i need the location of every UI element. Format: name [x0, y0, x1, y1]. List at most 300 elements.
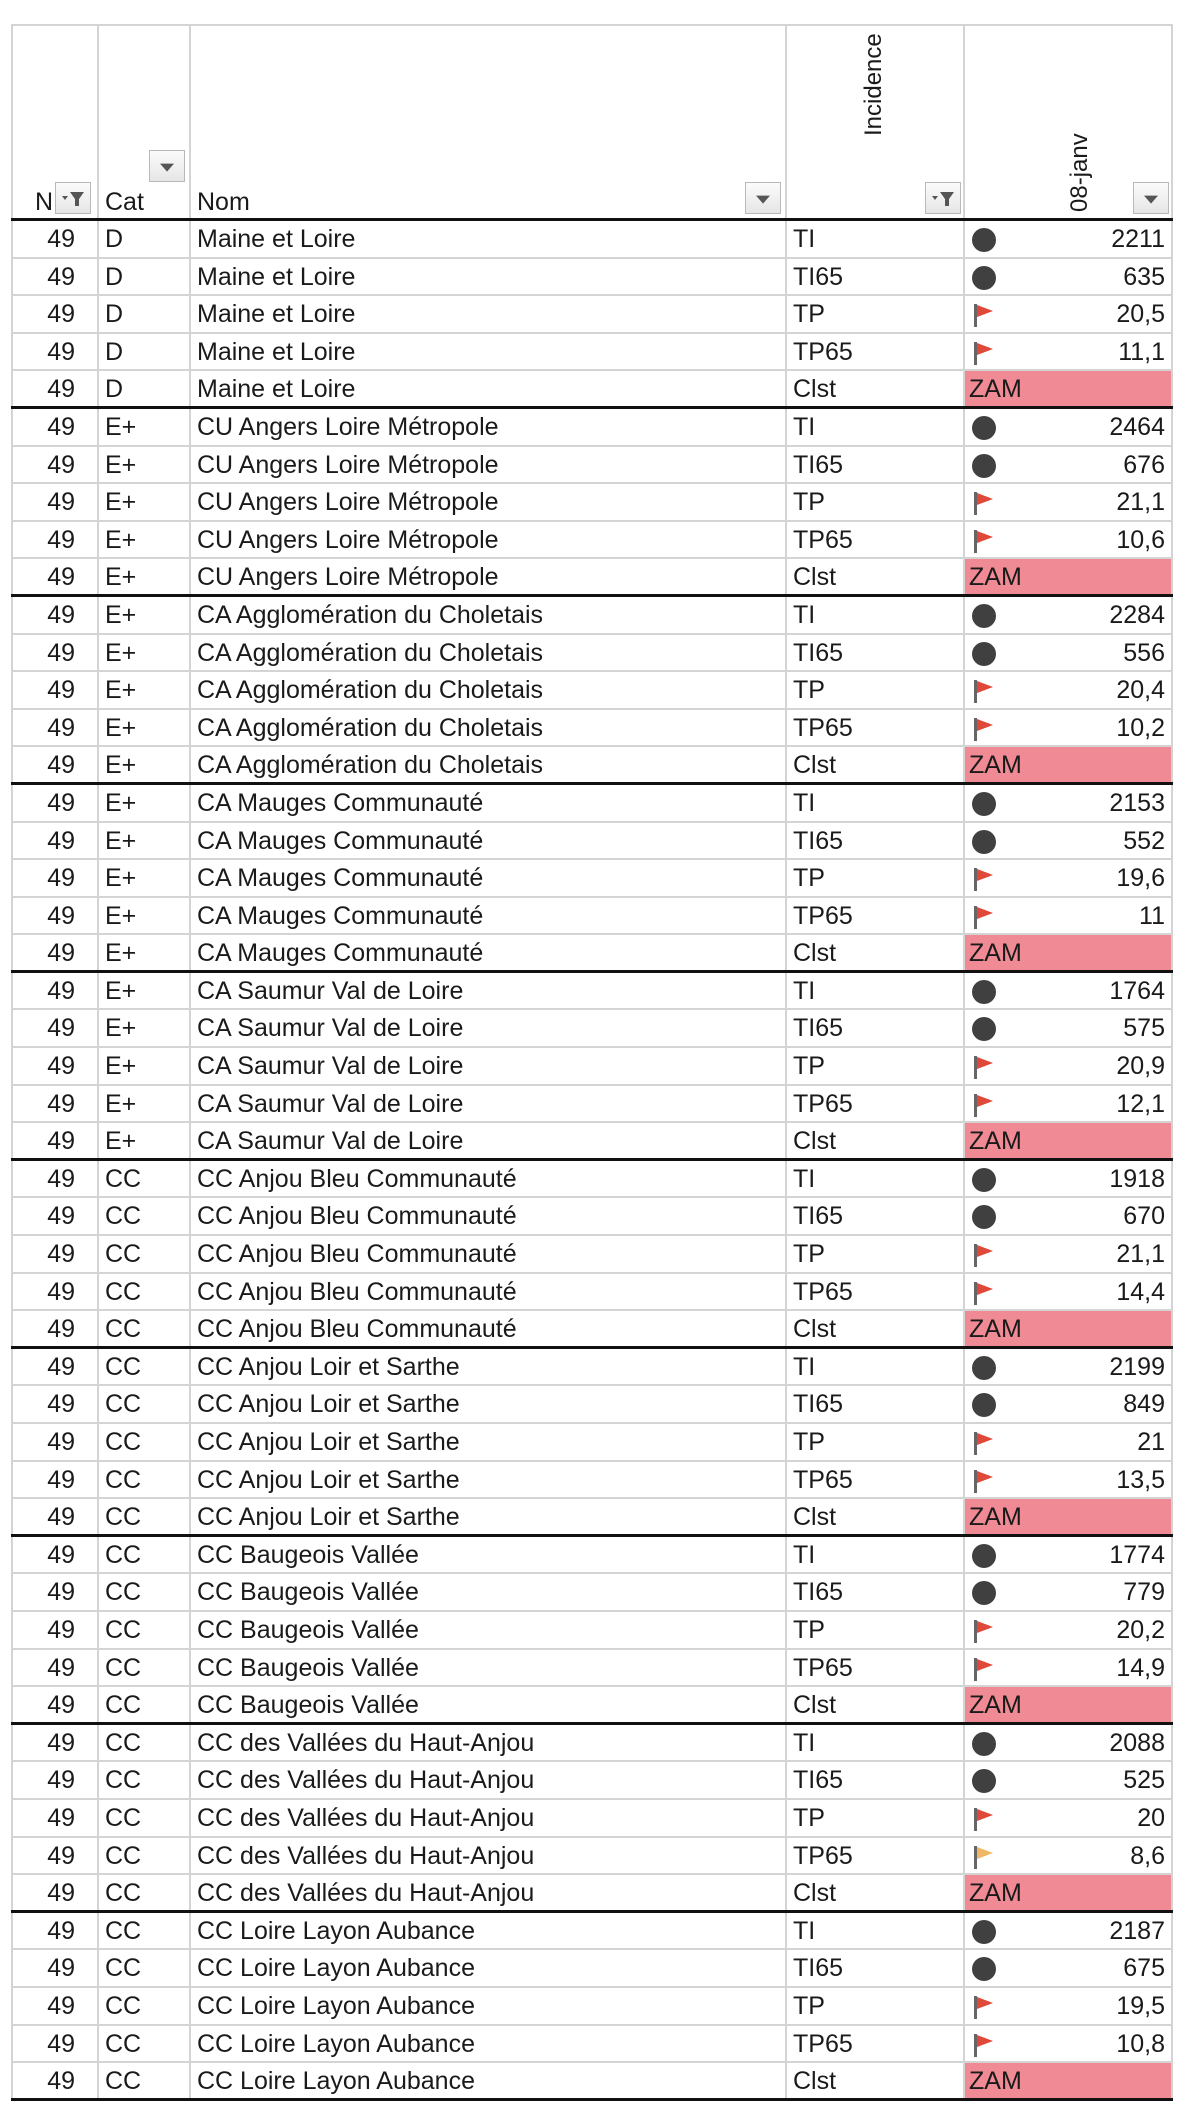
- cell-cat[interactable]: E+: [97, 522, 189, 558]
- cell-incidence[interactable]: Clst: [785, 747, 963, 782]
- cell-incidence[interactable]: TI65: [785, 635, 963, 671]
- cell-n[interactable]: 49: [11, 973, 97, 1009]
- cell-incidence[interactable]: TI65: [785, 1010, 963, 1046]
- cell-incidence[interactable]: TP: [785, 1612, 963, 1648]
- cell-value[interactable]: [963, 1424, 1173, 1460]
- red-flag-icon: [969, 302, 1001, 328]
- cell-nom[interactable]: CC Anjou Bleu Communauté: [189, 1274, 785, 1310]
- cell-nom[interactable]: CC Anjou Loir et Sarthe: [189, 1386, 785, 1422]
- cell-value[interactable]: [963, 559, 1173, 594]
- cell-nom[interactable]: CA Mauges Communauté: [189, 935, 785, 970]
- cell-cat[interactable]: E+: [97, 1086, 189, 1122]
- cell-incidence[interactable]: TI65: [785, 447, 963, 483]
- cell-nom[interactable]: CC des Vallées du Haut-Anjou: [189, 1875, 785, 1910]
- cell-incidence[interactable]: TP65: [785, 710, 963, 746]
- cell-nom[interactable]: CC Loire Layon Aubance: [189, 1988, 785, 2024]
- cell-value[interactable]: [963, 1123, 1173, 1158]
- cell-incidence[interactable]: TP65: [785, 1086, 963, 1122]
- cell-cat[interactable]: D: [97, 334, 189, 370]
- cell-incidence[interactable]: TP: [785, 1800, 963, 1836]
- cell-value[interactable]: [963, 1386, 1173, 1422]
- cell-nom[interactable]: CU Angers Loire Métropole: [189, 522, 785, 558]
- red-flag-icon: [969, 866, 1001, 892]
- cell-incidence[interactable]: TP: [785, 1988, 963, 2024]
- cell-n[interactable]: 49: [11, 1462, 97, 1498]
- cell-cat[interactable]: CC: [97, 1499, 189, 1534]
- cell-value[interactable]: [963, 2026, 1173, 2062]
- zam-label: ZAM: [969, 939, 1022, 968]
- cell-cat[interactable]: CC: [97, 1687, 189, 1722]
- table-row: [11, 710, 1173, 748]
- cell-incidence[interactable]: TI65: [785, 259, 963, 295]
- cell-value[interactable]: [963, 522, 1173, 558]
- cell-nom[interactable]: CC Anjou Loir et Sarthe: [189, 1349, 785, 1385]
- cell-value[interactable]: [963, 484, 1173, 520]
- cell-value[interactable]: [963, 2063, 1173, 2098]
- cell-incidence[interactable]: TI: [785, 785, 963, 821]
- cell-nom[interactable]: CU Angers Loire Métropole: [189, 447, 785, 483]
- cell-nom[interactable]: CC Loire Layon Aubance: [189, 2063, 785, 2098]
- cell-n[interactable]: 49: [11, 1650, 97, 1686]
- cell-incidence[interactable]: TP: [785, 484, 963, 520]
- cell-value[interactable]: [963, 296, 1173, 332]
- cell-value[interactable]: [963, 1537, 1173, 1573]
- cell-n[interactable]: 49: [11, 1574, 97, 1610]
- cell-value[interactable]: [963, 1950, 1173, 1986]
- cell-cat[interactable]: E+: [97, 785, 189, 821]
- cell-nom[interactable]: CC Baugeois Vallée: [189, 1650, 785, 1686]
- cell-incidence[interactable]: TI65: [785, 1762, 963, 1798]
- cell-nom[interactable]: CC Baugeois Vallée: [189, 1612, 785, 1648]
- header-nom: [189, 26, 785, 218]
- cell-incidence[interactable]: TP: [785, 672, 963, 708]
- cell-incidence[interactable]: TI65: [785, 1198, 963, 1234]
- cell-value[interactable]: [963, 1838, 1173, 1874]
- cell-n[interactable]: 49: [11, 1537, 97, 1573]
- header-nom-label: Nom: [197, 188, 250, 216]
- value-text: 670: [1123, 1202, 1165, 1231]
- cell-n[interactable]: 49: [11, 1274, 97, 1310]
- cell-incidence[interactable]: TP65: [785, 1462, 963, 1498]
- cell-n[interactable]: 49: [11, 447, 97, 483]
- cell-cat[interactable]: D: [97, 296, 189, 332]
- cell-n[interactable]: 49: [11, 1236, 97, 1272]
- cell-incidence[interactable]: Clst: [785, 1875, 963, 1910]
- cell-nom[interactable]: CC des Vallées du Haut-Anjou: [189, 1838, 785, 1874]
- value-text: 20,9: [1116, 1052, 1165, 1081]
- cell-n[interactable]: 49: [11, 2063, 97, 2098]
- red-flag-icon: [969, 1430, 1001, 1456]
- cell-cat[interactable]: CC: [97, 1236, 189, 1272]
- cell-n[interactable]: 49: [11, 1386, 97, 1422]
- cell-value[interactable]: [963, 747, 1173, 782]
- cell-value[interactable]: [963, 1236, 1173, 1272]
- cell-n[interactable]: 49: [11, 710, 97, 746]
- cell-nom[interactable]: CC Anjou Loir et Sarthe: [189, 1462, 785, 1498]
- cell-value[interactable]: [963, 1762, 1173, 1798]
- cell-incidence[interactable]: Clst: [785, 1311, 963, 1346]
- cell-value[interactable]: [963, 1988, 1173, 2024]
- cell-cat[interactable]: CC: [97, 2063, 189, 2098]
- cell-value[interactable]: [963, 597, 1173, 633]
- cell-incidence[interactable]: TI65: [785, 823, 963, 859]
- filter-active-button-n[interactable]: [55, 182, 91, 214]
- cell-value[interactable]: [963, 1010, 1173, 1046]
- value-text: 2284: [1109, 600, 1165, 629]
- cell-n[interactable]: 49: [11, 296, 97, 332]
- cell-n[interactable]: 49: [11, 935, 97, 970]
- table-row: [11, 973, 1173, 1011]
- cell-cat[interactable]: D: [97, 259, 189, 295]
- cell-incidence[interactable]: TP: [785, 1048, 963, 1084]
- filter-active-icon: [930, 186, 958, 212]
- table-row: [11, 1311, 1173, 1349]
- cell-cat[interactable]: E+: [97, 1048, 189, 1084]
- cell-cat[interactable]: CC: [97, 1988, 189, 2024]
- cell-nom[interactable]: CC Loire Layon Aubance: [189, 1913, 785, 1949]
- cell-cat[interactable]: CC: [97, 1349, 189, 1385]
- cell-value[interactable]: [963, 447, 1173, 483]
- cell-incidence[interactable]: TI: [785, 973, 963, 1009]
- table-row: [11, 1349, 1173, 1387]
- cell-nom[interactable]: Maine et Loire: [189, 334, 785, 370]
- cell-nom[interactable]: CA Saumur Val de Loire: [189, 1123, 785, 1158]
- cell-incidence[interactable]: Clst: [785, 1123, 963, 1158]
- cell-n[interactable]: 49: [11, 1010, 97, 1046]
- cell-nom[interactable]: CC Baugeois Vallée: [189, 1687, 785, 1722]
- cell-cat[interactable]: D: [97, 221, 189, 257]
- red-flag-icon: [969, 528, 1001, 554]
- cell-value[interactable]: [963, 1311, 1173, 1346]
- value-text: 675: [1123, 1954, 1165, 1983]
- value-text: 12,1: [1116, 1089, 1165, 1118]
- cell-cat[interactable]: CC: [97, 1386, 189, 1422]
- cell-value[interactable]: [963, 334, 1173, 370]
- cell-cat[interactable]: CC: [97, 1612, 189, 1648]
- cell-n[interactable]: 49: [11, 1838, 97, 1874]
- cell-n[interactable]: 49: [11, 1800, 97, 1836]
- value-text: 20,2: [1116, 1615, 1165, 1644]
- cell-cat[interactable]: CC: [97, 1161, 189, 1197]
- cell-value[interactable]: [963, 823, 1173, 859]
- cell-n[interactable]: 49: [11, 484, 97, 520]
- cell-nom[interactable]: CC Baugeois Vallée: [189, 1537, 785, 1573]
- cell-n[interactable]: 49: [11, 597, 97, 633]
- cell-nom[interactable]: CA Mauges Communauté: [189, 898, 785, 934]
- cell-cat[interactable]: E+: [97, 484, 189, 520]
- cell-nom[interactable]: CC Loire Layon Aubance: [189, 1950, 785, 1986]
- cell-cat[interactable]: CC: [97, 1537, 189, 1573]
- cell-cat[interactable]: CC: [97, 1838, 189, 1874]
- cell-n[interactable]: 49: [11, 1086, 97, 1122]
- cell-n[interactable]: 49: [11, 259, 97, 295]
- value-text: 20,5: [1116, 300, 1165, 329]
- value-text: 556: [1123, 638, 1165, 667]
- dropdown-button-date[interactable]: [1133, 182, 1169, 214]
- cell-value[interactable]: [963, 1574, 1173, 1610]
- cell-cat[interactable]: E+: [97, 710, 189, 746]
- cell-value[interactable]: [963, 1499, 1173, 1534]
- cell-n[interactable]: 49: [11, 409, 97, 445]
- cell-nom[interactable]: CA Mauges Communauté: [189, 860, 785, 896]
- table-row: [11, 296, 1173, 334]
- cell-nom[interactable]: CA Agglomération du Choletais: [189, 672, 785, 708]
- cell-nom[interactable]: CA Agglomération du Choletais: [189, 747, 785, 782]
- cell-nom[interactable]: CC des Vallées du Haut-Anjou: [189, 1800, 785, 1836]
- cell-incidence[interactable]: TP65: [785, 2026, 963, 2062]
- cell-cat[interactable]: E+: [97, 1010, 189, 1046]
- cell-nom[interactable]: CA Agglomération du Choletais: [189, 597, 785, 633]
- cell-cat[interactable]: CC: [97, 1913, 189, 1949]
- cell-value[interactable]: [963, 785, 1173, 821]
- cell-incidence[interactable]: TI: [785, 409, 963, 445]
- cell-n[interactable]: 49: [11, 823, 97, 859]
- cell-nom[interactable]: CA Saumur Val de Loire: [189, 1048, 785, 1084]
- cell-n[interactable]: 49: [11, 1349, 97, 1385]
- cell-cat[interactable]: CC: [97, 1725, 189, 1761]
- red-flag-icon: [969, 2032, 1001, 2058]
- cell-incidence[interactable]: TP65: [785, 898, 963, 934]
- cell-cat[interactable]: E+: [97, 635, 189, 671]
- cell-cat[interactable]: CC: [97, 1950, 189, 1986]
- cell-n[interactable]: 49: [11, 2026, 97, 2062]
- cell-n[interactable]: 49: [11, 221, 97, 257]
- cell-incidence[interactable]: TI: [785, 597, 963, 633]
- zam-label: ZAM: [969, 751, 1022, 780]
- cell-value[interactable]: [963, 1048, 1173, 1084]
- filter-active-button-incidence[interactable]: [925, 182, 961, 214]
- dropdown-button-cat[interactable]: [149, 150, 185, 182]
- cell-value[interactable]: [963, 1086, 1173, 1122]
- cell-n[interactable]: 49: [11, 1424, 97, 1460]
- cell-n[interactable]: 49: [11, 747, 97, 782]
- cell-nom[interactable]: Maine et Loire: [189, 221, 785, 257]
- cell-value[interactable]: [963, 898, 1173, 934]
- cell-value[interactable]: [963, 1875, 1173, 1910]
- cell-nom[interactable]: CA Saumur Val de Loire: [189, 973, 785, 1009]
- red-flag-icon: [969, 1994, 1001, 2020]
- cell-n[interactable]: 49: [11, 1725, 97, 1761]
- cell-cat[interactable]: E+: [97, 447, 189, 483]
- cell-value[interactable]: [963, 1650, 1173, 1686]
- cell-incidence[interactable]: TI65: [785, 1574, 963, 1610]
- cell-incidence[interactable]: Clst: [785, 1687, 963, 1722]
- table-row: [11, 1274, 1173, 1312]
- cell-value[interactable]: [963, 409, 1173, 445]
- cell-n[interactable]: 49: [11, 371, 97, 406]
- cell-value[interactable]: [963, 1462, 1173, 1498]
- cell-incidence[interactable]: TP65: [785, 522, 963, 558]
- cell-n[interactable]: 49: [11, 1311, 97, 1346]
- cell-nom[interactable]: CA Mauges Communauté: [189, 823, 785, 859]
- table-row: [11, 1086, 1173, 1124]
- cell-n[interactable]: 49: [11, 635, 97, 671]
- cell-incidence[interactable]: Clst: [785, 2063, 963, 2098]
- cell-n[interactable]: 49: [11, 785, 97, 821]
- cell-cat[interactable]: E+: [97, 935, 189, 970]
- cell-n[interactable]: 49: [11, 522, 97, 558]
- cell-incidence[interactable]: TP: [785, 296, 963, 332]
- cell-cat[interactable]: E+: [97, 597, 189, 633]
- cell-cat[interactable]: E+: [97, 672, 189, 708]
- cell-value[interactable]: [963, 1800, 1173, 1836]
- cell-cat[interactable]: CC: [97, 1574, 189, 1610]
- table-row: [11, 559, 1173, 597]
- cell-value[interactable]: [963, 371, 1173, 406]
- cell-value[interactable]: [963, 973, 1173, 1009]
- cell-value[interactable]: [963, 860, 1173, 896]
- cell-value[interactable]: [963, 1198, 1173, 1234]
- cell-incidence[interactable]: Clst: [785, 935, 963, 970]
- cell-n[interactable]: 49: [11, 1499, 97, 1534]
- cell-nom[interactable]: CC des Vallées du Haut-Anjou: [189, 1725, 785, 1761]
- cell-nom[interactable]: Maine et Loire: [189, 371, 785, 406]
- cell-value[interactable]: [963, 259, 1173, 295]
- cell-nom[interactable]: CC Anjou Bleu Communauté: [189, 1198, 785, 1234]
- cell-value[interactable]: [963, 672, 1173, 708]
- cell-incidence[interactable]: TP65: [785, 1838, 963, 1874]
- cell-cat[interactable]: E+: [97, 1123, 189, 1158]
- cell-n[interactable]: 49: [11, 559, 97, 594]
- cell-incidence[interactable]: TI: [785, 1537, 963, 1573]
- cell-incidence[interactable]: TI65: [785, 1386, 963, 1422]
- cell-n[interactable]: 49: [11, 1123, 97, 1158]
- red-flag-icon: [969, 1656, 1001, 1682]
- cell-incidence[interactable]: TP65: [785, 334, 963, 370]
- cell-incidence[interactable]: TP: [785, 1236, 963, 1272]
- cell-cat[interactable]: E+: [97, 898, 189, 934]
- cell-incidence[interactable]: TP65: [785, 1650, 963, 1686]
- red-flag-icon: [969, 1092, 1001, 1118]
- cell-incidence[interactable]: TI65: [785, 1950, 963, 1986]
- cell-value[interactable]: [963, 221, 1173, 257]
- cell-value[interactable]: [963, 1913, 1173, 1949]
- value-text: 2088: [1109, 1728, 1165, 1757]
- cell-nom[interactable]: CA Agglomération du Choletais: [189, 635, 785, 671]
- cell-cat[interactable]: E+: [97, 409, 189, 445]
- header-incidence: [785, 26, 963, 218]
- value-text: 8,6: [1130, 1841, 1165, 1870]
- chevron-down-icon: [160, 164, 174, 172]
- cell-n[interactable]: 49: [11, 1198, 97, 1234]
- value-text: 2211: [1111, 225, 1165, 253]
- dark-circle-icon: [969, 1919, 1001, 1945]
- cell-nom[interactable]: CC des Vallées du Haut-Anjou: [189, 1762, 785, 1798]
- cell-cat[interactable]: CC: [97, 1800, 189, 1836]
- cell-cat[interactable]: CC: [97, 2026, 189, 2062]
- zam-label: ZAM: [969, 375, 1022, 404]
- cell-cat[interactable]: CC: [97, 1462, 189, 1498]
- cell-cat[interactable]: E+: [97, 559, 189, 594]
- cell-nom[interactable]: CC Anjou Bleu Communauté: [189, 1161, 785, 1197]
- cell-n[interactable]: 49: [11, 860, 97, 896]
- cell-nom[interactable]: CC Loire Layon Aubance: [189, 2026, 785, 2062]
- cell-value[interactable]: [963, 635, 1173, 671]
- cell-n[interactable]: 49: [11, 1875, 97, 1910]
- cell-n[interactable]: 49: [11, 334, 97, 370]
- cell-value[interactable]: [963, 1725, 1173, 1761]
- cell-incidence[interactable]: TI: [785, 1161, 963, 1197]
- cell-incidence[interactable]: TI: [785, 1913, 963, 1949]
- cell-incidence[interactable]: TI: [785, 221, 963, 257]
- cell-n[interactable]: 49: [11, 672, 97, 708]
- red-flag-icon: [969, 1618, 1001, 1644]
- cell-value[interactable]: [963, 710, 1173, 746]
- cell-nom[interactable]: CC Anjou Loir et Sarthe: [189, 1424, 785, 1460]
- cell-n[interactable]: 49: [11, 1687, 97, 1722]
- cell-n[interactable]: 49: [11, 1612, 97, 1648]
- cell-cat[interactable]: CC: [97, 1875, 189, 1910]
- cell-cat[interactable]: E+: [97, 973, 189, 1009]
- cell-nom[interactable]: CU Angers Loire Métropole: [189, 559, 785, 594]
- cell-cat[interactable]: CC: [97, 1274, 189, 1310]
- cell-nom[interactable]: CC Anjou Bleu Communauté: [189, 1311, 785, 1346]
- cell-cat[interactable]: CC: [97, 1762, 189, 1798]
- cell-nom[interactable]: Maine et Loire: [189, 296, 785, 332]
- table-row: [11, 1612, 1173, 1650]
- cell-value[interactable]: [963, 1161, 1173, 1197]
- cell-cat[interactable]: D: [97, 371, 189, 406]
- cell-cat[interactable]: E+: [97, 860, 189, 896]
- cell-cat[interactable]: E+: [97, 823, 189, 859]
- cell-n[interactable]: 49: [11, 1161, 97, 1197]
- cell-incidence[interactable]: TP: [785, 860, 963, 896]
- cell-incidence[interactable]: Clst: [785, 1499, 963, 1534]
- value-text: 2153: [1109, 788, 1165, 817]
- cell-incidence[interactable]: Clst: [785, 559, 963, 594]
- table-row: [11, 597, 1173, 635]
- dropdown-button-nom[interactable]: [745, 182, 781, 214]
- table-row: [11, 1650, 1173, 1688]
- cell-n[interactable]: 49: [11, 1048, 97, 1084]
- cell-cat[interactable]: CC: [97, 1650, 189, 1686]
- cell-nom[interactable]: CA Mauges Communauté: [189, 785, 785, 821]
- dark-circle-icon: [969, 1768, 1001, 1794]
- cell-value[interactable]: [963, 1687, 1173, 1722]
- cell-nom[interactable]: CU Angers Loire Métropole: [189, 409, 785, 445]
- header-row: [11, 24, 1173, 221]
- cell-value[interactable]: [963, 1349, 1173, 1385]
- cell-cat[interactable]: CC: [97, 1424, 189, 1460]
- cell-n[interactable]: 49: [11, 1913, 97, 1949]
- cell-nom[interactable]: CC Baugeois Vallée: [189, 1574, 785, 1610]
- cell-value[interactable]: [963, 1274, 1173, 1310]
- cell-incidence[interactable]: TI: [785, 1725, 963, 1761]
- cell-nom[interactable]: CC Anjou Loir et Sarthe: [189, 1499, 785, 1534]
- table-row: [11, 1499, 1173, 1537]
- cell-n[interactable]: 49: [11, 1950, 97, 1986]
- cell-cat[interactable]: CC: [97, 1311, 189, 1346]
- cell-incidence[interactable]: TP: [785, 1424, 963, 1460]
- cell-incidence[interactable]: TI: [785, 1349, 963, 1385]
- cell-value[interactable]: [963, 935, 1173, 970]
- cell-cat[interactable]: CC: [97, 1198, 189, 1234]
- cell-nom[interactable]: CU Angers Loire Métropole: [189, 484, 785, 520]
- cell-nom[interactable]: CA Agglomération du Choletais: [189, 710, 785, 746]
- cell-n[interactable]: 49: [11, 898, 97, 934]
- cell-nom[interactable]: CC Anjou Bleu Communauté: [189, 1236, 785, 1272]
- cell-nom[interactable]: Maine et Loire: [189, 259, 785, 295]
- cell-cat[interactable]: E+: [97, 747, 189, 782]
- cell-nom[interactable]: CA Saumur Val de Loire: [189, 1086, 785, 1122]
- cell-incidence[interactable]: TP65: [785, 1274, 963, 1310]
- cell-incidence[interactable]: Clst: [785, 371, 963, 406]
- cell-n[interactable]: 49: [11, 1988, 97, 2024]
- cell-nom[interactable]: CA Saumur Val de Loire: [189, 1010, 785, 1046]
- table-row: [11, 747, 1173, 785]
- cell-value[interactable]: [963, 1612, 1173, 1648]
- cell-n[interactable]: 49: [11, 1762, 97, 1798]
